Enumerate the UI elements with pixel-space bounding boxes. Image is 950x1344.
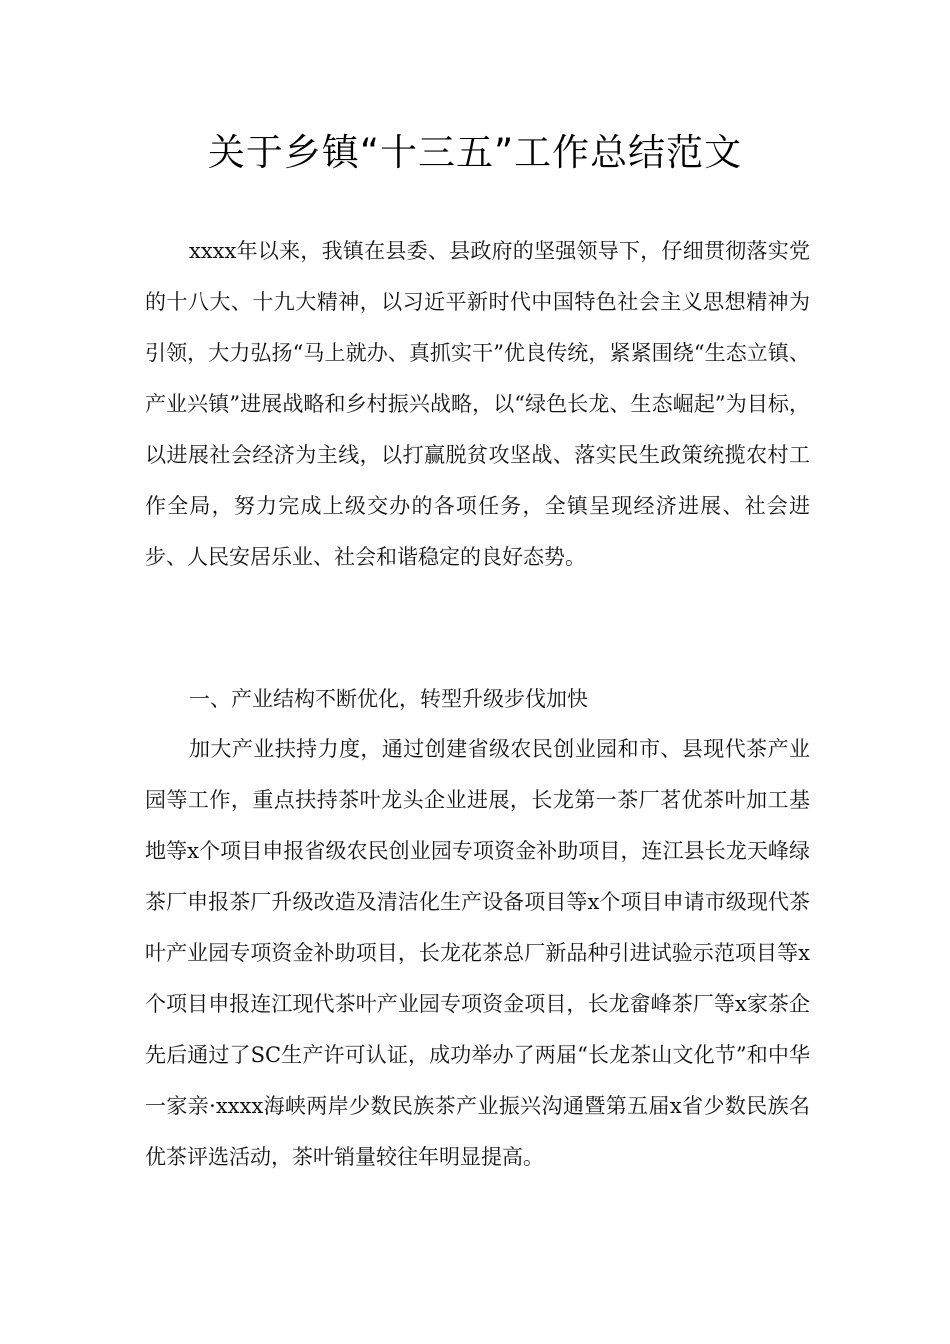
intro-paragraph: xxxx年以来，我镇在县委、县政府的坚强领导下，仔细贯彻落实党的十八大、十九大精神，以习近平新时代中国特色社会主义思想精神为引领，大力弘扬“马上就办、真抓实干”优良传统，紧紧围绕“生态立镇、产业兴镇”进展战略和乡村振兴战略，以“绿色长龙、生态崛起”为目标，以进展社会经济为主线，以打赢脱贫攻坚战、落实民生政策统揽农村工作全局，努力完成上级交办的各项任务，全镇呈现经济进展、社会进步、人民安居乐业、社会和谐稳定的良好态势。	[145, 239, 810, 569]
document-title: 关于乡镇“十三五”工作总结范文	[207, 131, 743, 174]
section-heading: 一、产业结构不断优化，转型升级步伐加快	[189, 687, 588, 711]
section-body-paragraph: 加大产业扶持力度，通过创建省级农民创业园和市、县现代茶产业园等工作，重点扶持茶叶龙头企业进展，长龙第一茶厂茗优茶叶加工基地等x个项目申报省级农民创业园专项资金补助项目，连江县长龙天峰绿茶厂申报茶厂升级改造及清洁化生产设备项目等x个项目申请市级现代茶叶产业园专项资金补助项目，长龙花茶总厂新品种引进试验示范项目等x个项目申报连江现代茶叶产业园专项资金项目，长龙畲峰茶厂等x家茶企先后通过了SC生产许可认证，成功举办了两届“长龙茶山文化节”和中华一家亲·xxxx海峡两岸少数民族茶产业振兴沟通暨第五届x省少数民族名优茶评选活动，茶叶销量较往年明显提高。	[145, 737, 810, 1169]
